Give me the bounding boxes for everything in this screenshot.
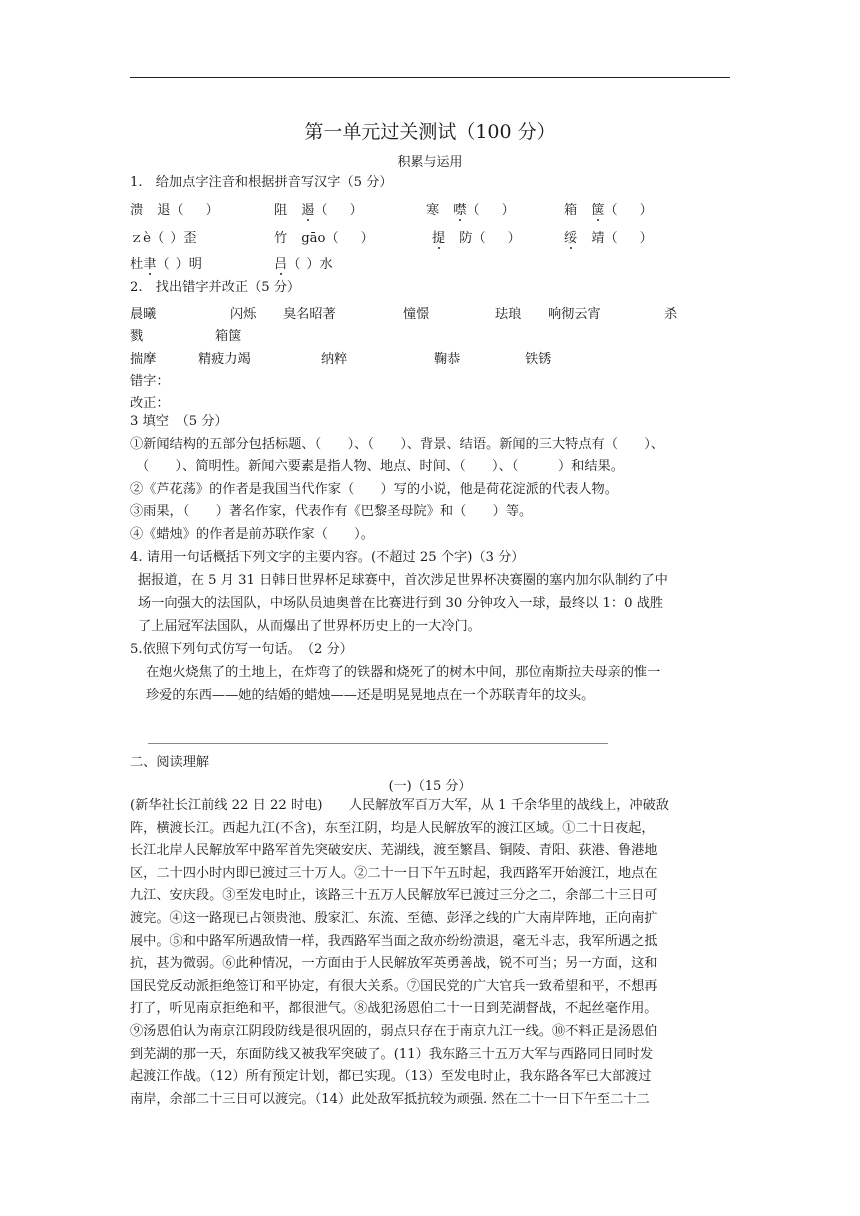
q2-word: 臭名昭著 xyxy=(283,307,336,322)
q2-word: 珐琅 xyxy=(495,307,522,322)
passage-heading: (一)（15 分） xyxy=(388,779,472,794)
q1-item: ｚè（ ）歪 xyxy=(130,231,197,246)
q1-item: 竹 gāo（ ） xyxy=(274,231,374,246)
q1-item: 寒 噤（ ） xyxy=(426,203,515,218)
q2-word: 戮 xyxy=(130,329,144,344)
passage-line: 起渡江作战。（12）所有预定计划，都已实现。（13）至发电时止，我东路各军已大部渡过 xyxy=(130,1069,652,1085)
q2-word: 铁锈 xyxy=(525,352,552,367)
q2-word: 揣摩 xyxy=(130,352,157,367)
q1-item: 提 防（ ） xyxy=(432,231,521,246)
passage-line: 阵，横渡长江。西起九江(不含)，东至江阴，均是人民解放军的渡江区域。①二十日夜起， xyxy=(130,820,655,836)
passage-line: 国民党反动派拒绝签订和平协定，有很大关系。⑦国民党的广大官兵一致希望和平，不想再 xyxy=(130,978,658,994)
reading-passage xyxy=(130,795,732,1111)
q1-item: 杜聿（ ）明 xyxy=(130,257,202,272)
passage-line: (新华社长江前线 22 日 22 时电) 人民解放军百万大军，从 1 千余华里的战线上，冲破敌 xyxy=(130,798,669,813)
q4-line: 场一向强大的法国队，中场队员迪奥普在比赛进行到 30 分钟攻入一球，最终以 1：0 战胜 xyxy=(138,596,664,611)
q2-word: 纳粹 xyxy=(321,352,348,367)
q3-line: ②《芦花荡》的作者是我国当代作家（ ）写的小说，他是荷花淀派的代表人物。 xyxy=(130,482,618,497)
q2-word: 闪烁 xyxy=(230,307,257,322)
q3-heading: 3 填空 （5 分） xyxy=(130,414,228,429)
q2-word: 精疲力竭 xyxy=(198,352,251,367)
q4-line: 据报道，在 5 月 31 日韩日世界杯足球赛中，首次涉足世界杯决赛圈的塞内加尔队制约了中 xyxy=(138,573,668,588)
passage-line: 展中。⑤和中路军所遇敌情一样，我西路军当面之敌亦纷纷溃退，毫无斗志，我军所遇之抵 xyxy=(130,933,658,949)
q4-line: 了上届冠军法国队，从而爆出了世界杯历史上的一大冷门。 xyxy=(138,619,481,634)
q1-item: 箱 箧（ ） xyxy=(564,203,653,218)
passage-line: 到芜湖的那一天，东面防线又被我军突破了。(11）我东路三十五万大军与西路同日同时发 xyxy=(130,1046,654,1062)
passage-line: ⑨汤恩伯认为南京江阴段防线是很巩固的，弱点只存在于南京九江一线。⑩不料正是汤恩伯 xyxy=(130,1023,658,1039)
q2-heading: 2. 找出错字并改正（5 分） xyxy=(130,280,301,295)
q2-word: 响彻云宵 xyxy=(548,307,601,322)
q2-word: 杀 xyxy=(664,307,678,322)
q4-heading: 4. 请用一句话概括下列文字的主要内容。(不超过 25 个字)（3 分） xyxy=(130,550,525,565)
passage-line: 抗，甚为微弱。⑥此种情况，一方面由于人民解放军英勇善战，锐不可当；另一方面，这和 xyxy=(130,956,658,972)
passage-line: 打了，听见南京拒绝和平，都很泄气。⑧战犯汤恩伯二十一日到芜湖督战，不起丝毫作用。 xyxy=(130,1001,658,1017)
q3-line: ①新闻结构的五部分包括标题、（ ）、（ ）、背景、结语。新闻的三大特点有（ ）、 xyxy=(130,437,665,452)
q2-fix-label: 改正： xyxy=(130,396,170,411)
passage-line: 九江、安庆段。③至发电时止，该路三十五万人民解放军已渡过三分之二，余部二十三日可 xyxy=(130,888,658,904)
q1-item: 绥 靖（ ） xyxy=(564,231,653,246)
q1-item: 溃 退（ ） xyxy=(130,203,219,218)
q2-word: 憧憬 xyxy=(403,307,430,322)
q1-item: 阻 遏（ ） xyxy=(274,203,363,218)
part2-heading: 二、阅读理解 xyxy=(130,755,210,770)
q5-heading: 5.依照下列句式仿写一句话。 （2 分） xyxy=(130,642,353,657)
q1-heading: 1. 给加点字注音和根据拼音写汉字（5 分） xyxy=(130,175,393,190)
q5-line: 在炮火烧焦了的土地上，在炸弯了的铁器和烧死了的树木中间，那位南斯拉夫母亲的惟一 xyxy=(146,665,661,680)
passage-line: 南岸，余部二十三日可以渡完。（14）此处敌军抵抗较为顽强. 然在二十一日下午至二十二 xyxy=(130,1091,650,1107)
passage-line: 长江北岸人民解放军中路军首先突破安庆、芜湖线，渡至繁昌、铜陵、青阳、荻港、鲁港地 xyxy=(130,843,658,859)
q3-line: ④《蜡烛》的作者是前苏联作家（ ）。 xyxy=(130,527,374,542)
section-subtitle: 积累与运用 xyxy=(397,155,463,170)
q2-word: 晨曦 xyxy=(130,307,157,322)
q1-item: 吕（ ）水 xyxy=(274,257,333,272)
q2-wrong-label: 错字： xyxy=(130,374,170,389)
q3-line: ③雨果，（ ）著名作家，代表作有《巴黎圣母院》和（ ）等。 xyxy=(130,504,533,519)
header-rule xyxy=(130,77,730,78)
page-title: 第一单元过关测试（100 分） xyxy=(304,121,556,143)
q3-line: （ ）、简明性。新闻六要素是指人物、地点、时间、（ ）、（ ）和结果。 xyxy=(136,459,624,474)
q5-line: 珍爱的东西——她的结婚的蜡烛——还是明晃晃地点在一个苏联青年的坟头。 xyxy=(146,688,595,703)
q2-word: 箱箧 xyxy=(215,329,242,344)
q2-word: 鞠恭 xyxy=(434,352,461,367)
passage-line: 渡完。④这一路现已占领贵池、殷家汇、东流、至德、彭泽之线的广大南岸阵地，正向南扩 xyxy=(130,910,658,926)
section-divider xyxy=(148,743,608,744)
passage-line: 区，二十四小时内即已渡过三十万人。②二十一日下午五时起，我西路军开始渡江，地点在 xyxy=(130,865,658,881)
